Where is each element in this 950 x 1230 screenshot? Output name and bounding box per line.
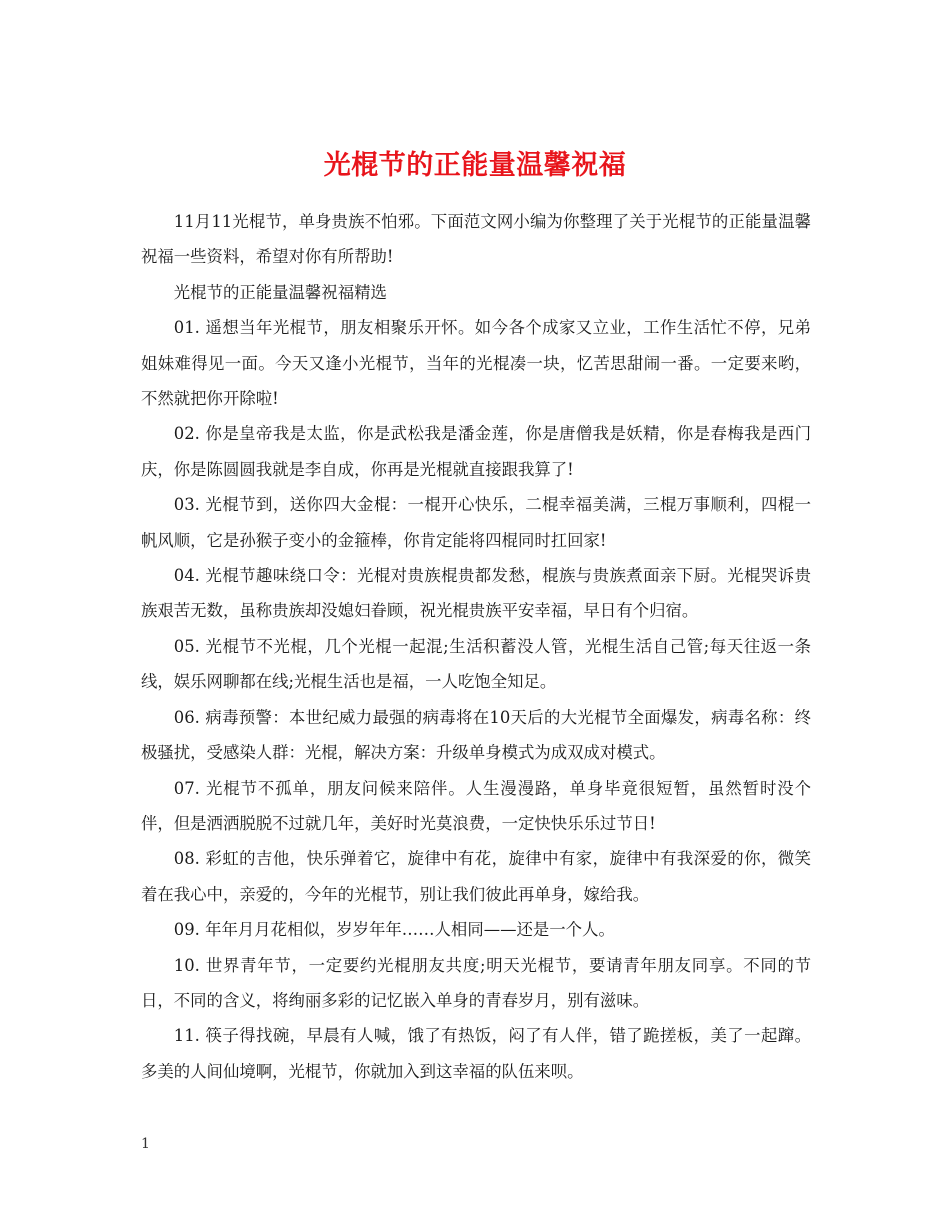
document-title: 光棍节的正能量温馨祝福 <box>323 150 627 182</box>
blessing-item: 05. 光棍节不光棍，几个光棍一起混;生活积蓄没人管，光棍生活自己管;每天往返一条线，娱乐网聊都在线;光棍生活也是福，一人吃饱全知足。 <box>141 636 811 692</box>
blessing-item: 09. 年年月月花相似，岁岁年年……人相同——还是一个人。 <box>173 920 615 940</box>
blessing-item: 07. 光棍节不孤单，朋友问候来陪伴。人生漫漫路，单身毕竟很短暂，虽然暂时没个伴，但是洒洒脱脱不过就几年，美好时光莫浪费，一定快快乐乐过节日! <box>141 778 811 833</box>
blessing-item: 10. 世界青年节，一定要约光棍朋友共度;明天光棍节，要请青年朋友同享。不同的节日，不同的含义，将绚丽多彩的记忆嵌入单身的青春岁月，别有滋味。 <box>141 955 811 1010</box>
blessing-item: 02. 你是皇帝我是太监，你是武松我是潘金莲，你是唐僧我是妖精，你是春梅我是西门庆，你是陈圆圆我就是李自成，你再是光棍就直接跟我算了! <box>141 424 811 479</box>
document-body <box>141 204 811 1089</box>
intro-paragraph: 11月11光棍节，单身贵族不怕邪。下面范文网小编为你整理了关于光棍节的正能量温馨祝福一些资料，希望对你有所帮助! <box>141 212 811 267</box>
blessing-item: 03. 光棍节到，送你四大金棍：一棍开心快乐，二棍幸福美满，三棍万事顺利，四棍一帆风顺，它是孙猴子变小的金箍棒，你肯定能将四棍同时扛回家! <box>141 495 811 550</box>
section-heading: 光棍节的正能量温馨祝福精选 <box>173 282 387 302</box>
page-number: 1 <box>141 1136 150 1152</box>
blessing-item: 04. 光棍节趣味绕口令：光棍对贵族棍贵都发愁，棍族与贵族煮面亲下厨。光棍哭诉贵族艰苦无数，虽称贵族却没媳妇眷顾，祝光棍贵族平安幸福，早日有个归宿。 <box>141 566 811 621</box>
blessing-item: 08. 彩虹的吉他，快乐弹着它，旋律中有花，旋律中有家，旋律中有我深爱的你，微笑着在我心中，亲爱的，今年的光棍节，别让我们彼此再单身，嫁给我。 <box>141 849 811 904</box>
blessing-item: 06. 病毒预警：本世纪威力最强的病毒将在10天后的大光棍节全面爆发，病毒名称：终极骚扰，受感染人群：光棍，解决方案：升级单身模式为成双成对模式。 <box>141 707 811 763</box>
blessing-item: 01. 遥想当年光棍节，朋友相聚乐开怀。如今各个成家又立业，工作生活忙不停，兄弟姐妹难得见一面。今天又逢小光棍节，当年的光棍凑一块，忆苦思甜闹一番。一定要来哟，不然就把你开除啦! <box>141 318 811 409</box>
blessing-item: 11. 筷子得找碗，早晨有人喊，饿了有热饭，闷了有人伴，错了跪搓板，美了一起蹿。多美的人间仙境啊，光棍节，你就加入到这幸福的队伍来呗。 <box>141 1026 811 1081</box>
